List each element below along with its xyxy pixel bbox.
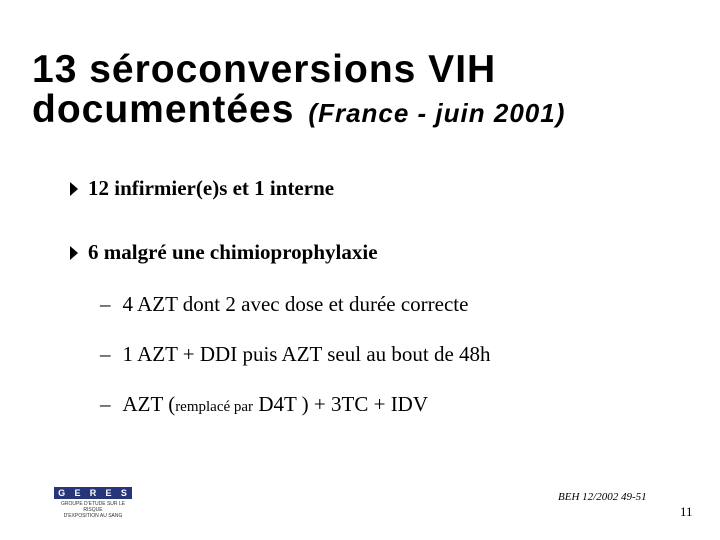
dash-marker: –: [100, 292, 111, 316]
sub-item-3-small: remplacé par: [175, 399, 254, 415]
logo-bar: [54, 487, 132, 499]
logo-letter: R: [89, 488, 98, 498]
bullet-2-text: 6 malgré une chimioprophylaxie: [88, 240, 378, 264]
logo-letter: E: [105, 488, 113, 498]
title-line-2-text: documentées: [32, 88, 295, 131]
bullet-1-text: 12 infirmier(e)s et 1 interne: [88, 176, 335, 200]
logo-letter: E: [74, 488, 82, 498]
sub-item-1: [100, 292, 468, 317]
sub-item-1-text: 4 AZT dont 2 avec dose et durée correcte: [122, 292, 469, 316]
logo-letter: G: [58, 488, 67, 498]
bullet-1: [70, 176, 334, 201]
sub-item-3-text-a: AZT (: [122, 392, 176, 416]
slide-title: [32, 50, 565, 133]
logo-caption: [54, 501, 132, 519]
logo-caption-line-1: GROUPE D'ETUDE SUR LE RISQUE: [60, 501, 126, 513]
sub-item-3-text-b: D4T ) + 3TC + IDV: [253, 392, 429, 416]
bullet-2: [70, 240, 378, 265]
title-subtitle: (France - juin 2001): [308, 98, 566, 128]
bullet-triangle-icon: [70, 182, 78, 196]
title-line-2: [32, 90, 565, 133]
geres-logo: [54, 487, 132, 519]
sub-item-2: [100, 342, 491, 367]
sub-item-3: [100, 392, 428, 417]
dash-marker: –: [100, 342, 111, 366]
logo-caption-line-2: D'EXPOSITION AU SANG: [63, 513, 123, 519]
title-line-1: 13 séroconversions VIH: [32, 48, 497, 91]
sub-item-2-text: 1 AZT + DDI puis AZT seul au bout de 48h: [122, 342, 491, 366]
dash-marker: –: [100, 392, 111, 416]
reference-citation: BEH 12/2002 49-51: [558, 491, 647, 503]
bullet-triangle-icon: [70, 246, 78, 260]
page-number: 11: [680, 504, 693, 519]
logo-letter: S: [120, 488, 128, 498]
